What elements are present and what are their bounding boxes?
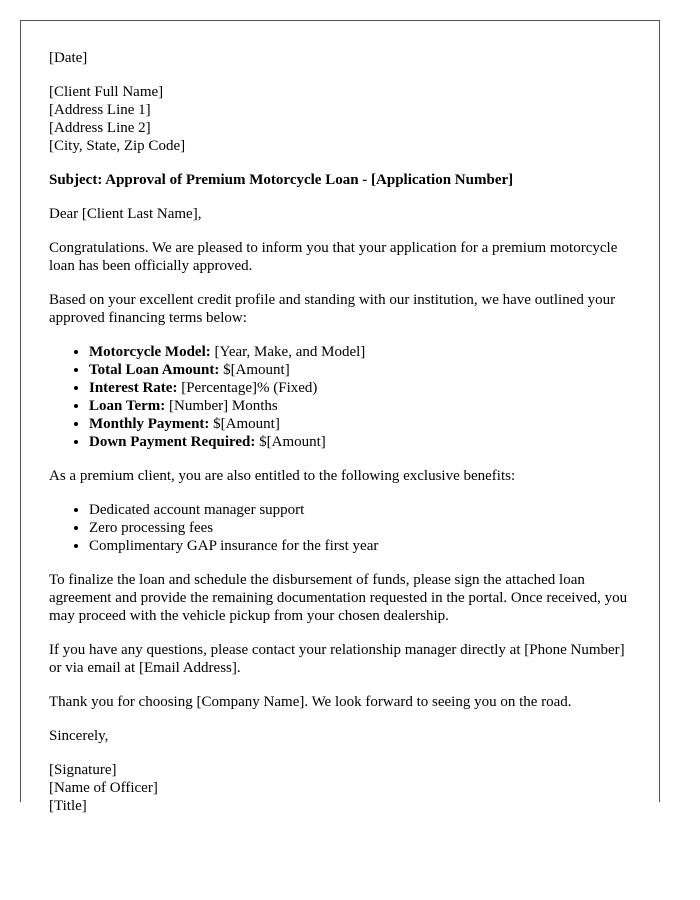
- terms-intro-paragraph: Based on your excellent credit profile and standing with our institution, we have outlined your approved financing terms below:: [49, 292, 616, 326]
- recipient-address: [49, 83, 631, 155]
- officer-title-line: [Title]: [49, 798, 87, 814]
- benefits-list: [49, 501, 631, 555]
- term-value: $[Amount]: [209, 416, 280, 432]
- letter-content: [21, 21, 659, 815]
- address-line: [Client Full Name]: [49, 84, 164, 100]
- list-item: [89, 415, 631, 433]
- term-label: Total Loan Amount:: [89, 362, 220, 378]
- letter-page: [20, 20, 660, 814]
- list-item: [89, 433, 631, 451]
- list-item: [89, 379, 631, 397]
- term-value: [Year, Make, and Model]: [210, 344, 366, 360]
- address-line: [Address Line 1]: [49, 102, 151, 118]
- list-item: [89, 361, 631, 379]
- officer-name-line: [Name of Officer]: [49, 780, 158, 796]
- salutation: Dear [Client Last Name],: [49, 206, 202, 222]
- term-label: Loan Term:: [89, 398, 166, 414]
- term-value: [Percentage]% (Fixed): [177, 380, 318, 396]
- thanks-paragraph: Thank you for choosing [Company Name]. We look forward to seeing you on the road.: [49, 694, 572, 710]
- list-item: [89, 343, 631, 361]
- signature-block: [49, 761, 631, 815]
- term-value: [Number] Months: [165, 398, 278, 414]
- list-item: [89, 397, 631, 415]
- term-value: $[Amount]: [255, 434, 326, 450]
- address-line: [City, State, Zip Code]: [49, 138, 186, 154]
- terms-list: [49, 343, 631, 451]
- term-label: Motorcycle Model:: [89, 344, 211, 360]
- list-item: • Zero processing fees: [89, 519, 631, 537]
- closing: Sincerely,: [49, 728, 109, 744]
- address-line: [Address Line 2]: [49, 120, 151, 136]
- list-item: • Complimentary GAP insurance for the first year: [89, 537, 631, 555]
- finalize-paragraph: To finalize the loan and schedule the disbursement of funds, please sign the attached loan agreement and provide the remaining documentation requested in the portal. Once received, you may proceed with the vehicle pickup from your chosen dealership.: [49, 572, 628, 624]
- signature-line: [Signature]: [49, 762, 117, 778]
- questions-paragraph: If you have any questions, please contact your relationship manager directly at [Phone Number] or via email at [Email Address].: [49, 642, 625, 676]
- letter-subject: Subject: Approval of Premium Motorcycle Loan - [Application Number]: [49, 172, 514, 188]
- list-item: • Dedicated account manager support: [89, 501, 631, 519]
- term-label: Monthly Payment:: [89, 416, 210, 432]
- intro-paragraph: Congratulations. We are pleased to inform you that your application for a premium motorcycle loan has been officially approved.: [49, 240, 618, 274]
- benefits-intro-paragraph: As a premium client, you are also entitled to the following exclusive benefits:: [49, 468, 516, 484]
- letter-date: [Date]: [49, 50, 88, 66]
- term-label: Down Payment Required:: [89, 434, 256, 450]
- term-value: $[Amount]: [219, 362, 290, 378]
- term-label: Interest Rate:: [89, 380, 178, 396]
